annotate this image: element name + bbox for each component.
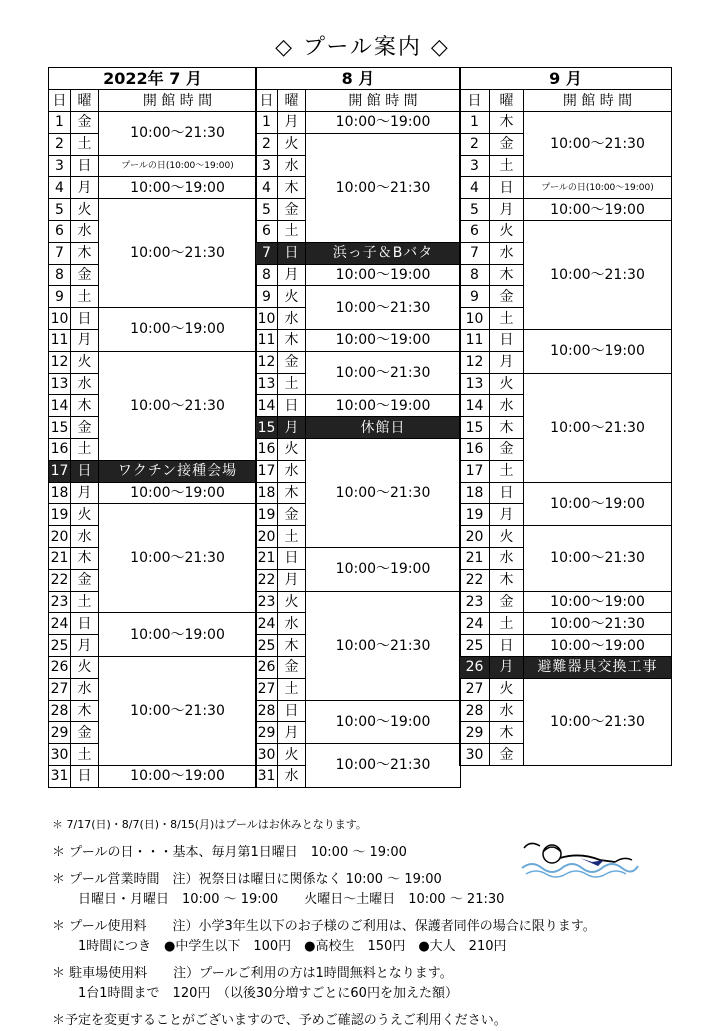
weekday-cell: 金 xyxy=(278,504,306,526)
weekday-cell: 火 xyxy=(490,678,524,700)
weekday-cell: 水 xyxy=(278,765,306,787)
hours-cell: 10:00〜19:00 xyxy=(524,635,672,657)
day-cell: 26 xyxy=(256,656,278,678)
day-cell: 10 xyxy=(49,308,71,330)
weekday-cell: 金 xyxy=(71,722,99,744)
month-label: 8 月 xyxy=(256,68,461,90)
day-cell: 7 xyxy=(460,242,490,264)
day-cell: 23 xyxy=(460,591,490,613)
hours-cell: 10:00〜21:30 xyxy=(524,373,672,482)
day-cell: 18 xyxy=(256,482,278,504)
header-weekday: 曜 xyxy=(490,90,524,112)
hours-cell: 10:00〜21:30 xyxy=(99,351,257,460)
day-cell: 11 xyxy=(49,329,71,351)
day-cell: 25 xyxy=(460,635,490,657)
header-weekday: 曜 xyxy=(278,90,306,112)
day-cell: 20 xyxy=(256,526,278,548)
day-cell: 15 xyxy=(460,417,490,439)
hours-cell: 10:00〜21:30 xyxy=(99,112,257,156)
day-cell: 6 xyxy=(460,220,490,242)
day-cell: 12 xyxy=(256,351,278,373)
weekday-cell: 月 xyxy=(278,722,306,744)
hours-cell: 10:00〜21:30 xyxy=(99,199,257,308)
day-cell: 18 xyxy=(460,482,490,504)
day-cell: 17 xyxy=(49,460,71,482)
day-cell: 13 xyxy=(256,373,278,395)
header-hours: 開 館 時 間 xyxy=(99,90,257,112)
hours-cell: 10:00〜19:00 xyxy=(99,613,257,657)
weekday-cell: 火 xyxy=(278,133,306,155)
weekday-cell: 土 xyxy=(278,526,306,548)
weekday-cell: 土 xyxy=(71,133,99,155)
weekday-cell: 月 xyxy=(278,264,306,286)
weekday-cell: 木 xyxy=(490,264,524,286)
day-cell: 10 xyxy=(460,308,490,330)
weekday-cell: 火 xyxy=(71,199,99,221)
weekday-cell: 金 xyxy=(278,199,306,221)
hours-cell: 10:00〜21:30 xyxy=(99,656,257,765)
day-cell: 16 xyxy=(460,438,490,460)
weekday-cell: 水 xyxy=(278,460,306,482)
weekday-cell: 金 xyxy=(490,744,524,766)
month-label: 2022年 7 月 xyxy=(49,68,257,90)
weekday-cell: 金 xyxy=(71,112,99,134)
day-cell: 3 xyxy=(49,155,71,177)
weekday-cell: 水 xyxy=(490,700,524,722)
hours-cell: 10:00〜19:00 xyxy=(306,700,461,744)
weekday-cell: 月 xyxy=(71,177,99,199)
day-cell: 22 xyxy=(49,569,71,591)
weekday-cell: 日 xyxy=(71,308,99,330)
weekday-cell: 水 xyxy=(71,526,99,548)
hours-cell: 10:00〜19:00 xyxy=(99,765,257,787)
day-cell: 9 xyxy=(49,286,71,308)
weekday-cell: 月 xyxy=(71,329,99,351)
hours-cell: 10:00〜21:30 xyxy=(524,678,672,765)
day-cell: 5 xyxy=(256,199,278,221)
weekday-cell: 火 xyxy=(278,591,306,613)
header-day: 日 xyxy=(49,90,71,112)
day-cell: 11 xyxy=(256,329,278,351)
day-cell: 23 xyxy=(256,591,278,613)
day-cell: 29 xyxy=(49,722,71,744)
hours-cell: 10:00〜19:00 xyxy=(524,199,672,221)
day-cell: 28 xyxy=(49,700,71,722)
hours-cell: 10:00〜19:00 xyxy=(306,112,461,134)
day-cell: 22 xyxy=(256,569,278,591)
day-cell: 2 xyxy=(49,133,71,155)
hours-cell: プールの日(10:00〜19:00) xyxy=(524,177,672,199)
weekday-cell: 土 xyxy=(278,220,306,242)
hours-cell: 10:00〜19:00 xyxy=(524,482,672,526)
weekday-cell: 火 xyxy=(278,744,306,766)
day-cell: 20 xyxy=(460,526,490,548)
weekday-cell: 日 xyxy=(278,547,306,569)
header-hours: 開 館 時 間 xyxy=(524,90,672,112)
hours-cell: 10:00〜21:30 xyxy=(524,613,672,635)
day-cell: 24 xyxy=(256,613,278,635)
weekday-cell: 水 xyxy=(278,308,306,330)
day-cell: 14 xyxy=(256,395,278,417)
day-cell: 2 xyxy=(256,133,278,155)
weekday-cell: 日 xyxy=(490,177,524,199)
hours-cell: 10:00〜21:30 xyxy=(306,438,461,547)
weekday-cell: 水 xyxy=(278,613,306,635)
day-cell: 6 xyxy=(256,220,278,242)
day-cell: 8 xyxy=(256,264,278,286)
weekday-cell: 火 xyxy=(490,220,524,242)
day-cell: 7 xyxy=(256,242,278,264)
day-cell: 21 xyxy=(460,547,490,569)
day-cell: 31 xyxy=(49,765,71,787)
august-table xyxy=(255,67,461,788)
day-cell: 12 xyxy=(460,351,490,373)
day-cell: 30 xyxy=(460,744,490,766)
weekday-cell: 月 xyxy=(490,656,524,678)
day-cell: 1 xyxy=(460,112,490,134)
weekday-cell: 日 xyxy=(278,700,306,722)
day-cell: 7 xyxy=(49,242,71,264)
weekday-cell: 木 xyxy=(71,700,99,722)
september-table xyxy=(459,67,672,787)
day-cell: 28 xyxy=(256,700,278,722)
weekday-cell: 木 xyxy=(278,177,306,199)
day-cell: 22 xyxy=(460,569,490,591)
weekday-cell: 金 xyxy=(278,656,306,678)
weekday-cell: 火 xyxy=(278,438,306,460)
weekday-cell: 月 xyxy=(71,482,99,504)
weekday-cell: 木 xyxy=(278,635,306,657)
weekday-cell: 木 xyxy=(490,417,524,439)
day-cell: 19 xyxy=(49,504,71,526)
day-cell: 20 xyxy=(49,526,71,548)
weekday-cell: 水 xyxy=(490,242,524,264)
day-cell: 29 xyxy=(256,722,278,744)
day-cell: 16 xyxy=(256,438,278,460)
hours-cell: 10:00〜19:00 xyxy=(306,329,461,351)
weekday-cell: 金 xyxy=(490,438,524,460)
weekday-cell: 金 xyxy=(71,417,99,439)
day-cell: 31 xyxy=(256,765,278,787)
hours-cell: 10:00〜19:00 xyxy=(524,591,672,613)
page-title: ◇ プール案内 ◇ xyxy=(275,35,450,60)
weekday-cell: 土 xyxy=(490,460,524,482)
weekday-cell: 土 xyxy=(71,591,99,613)
weekday-cell: 月 xyxy=(490,504,524,526)
day-cell: 13 xyxy=(49,373,71,395)
weekday-cell: 木 xyxy=(278,482,306,504)
day-cell: 1 xyxy=(49,112,71,134)
weekday-cell: 土 xyxy=(278,373,306,395)
weekday-cell: 火 xyxy=(490,373,524,395)
hours-cell: 10:00〜21:30 xyxy=(306,591,461,700)
weekday-cell: 日 xyxy=(490,329,524,351)
day-cell: 3 xyxy=(460,155,490,177)
day-cell: 15 xyxy=(49,417,71,439)
header-weekday: 曜 xyxy=(71,90,99,112)
day-cell: 5 xyxy=(460,199,490,221)
event-cell: 休館日 xyxy=(306,417,461,439)
day-cell: 9 xyxy=(460,286,490,308)
blank-cell xyxy=(460,765,672,786)
day-cell: 16 xyxy=(49,438,71,460)
hours-cell: 10:00〜21:30 xyxy=(306,351,461,395)
weekday-cell: 土 xyxy=(490,155,524,177)
weekday-cell: 日 xyxy=(71,155,99,177)
day-cell: 1 xyxy=(256,112,278,134)
day-cell: 18 xyxy=(49,482,71,504)
day-cell: 14 xyxy=(49,395,71,417)
swimmer-icon xyxy=(520,838,640,880)
hours-cell: 10:00〜19:00 xyxy=(524,329,672,373)
note-hours: ＊ プール営業時間 注）祝祭日は曜日に関係なく 10:00 〜 19:00 xyxy=(52,872,442,887)
day-cell: 28 xyxy=(460,700,490,722)
weekday-cell: 水 xyxy=(71,220,99,242)
event-cell: 避難器具交換工事 xyxy=(524,656,672,678)
hours-cell: 10:00〜21:30 xyxy=(306,133,461,242)
weekday-cell: 日 xyxy=(71,460,99,482)
hours-cell: 10:00〜19:00 xyxy=(99,482,257,504)
hours-cell: 10:00〜21:30 xyxy=(524,112,672,177)
day-cell: 19 xyxy=(256,504,278,526)
day-cell: 27 xyxy=(460,678,490,700)
day-cell: 17 xyxy=(256,460,278,482)
note-closed-days: ＊ 7/17(日)・8/7(日)・8/15(月)はプールはお休みとなります。 xyxy=(52,818,367,831)
hours-cell: 10:00〜19:00 xyxy=(99,177,257,199)
event-cell: ワクチン接種会場 xyxy=(99,460,257,482)
weekday-cell: 木 xyxy=(71,547,99,569)
day-cell: 4 xyxy=(49,177,71,199)
weekday-cell: 水 xyxy=(71,678,99,700)
day-cell: 17 xyxy=(460,460,490,482)
weekday-cell: 月 xyxy=(278,569,306,591)
event-cell: 浜っ子＆Bバタ xyxy=(306,242,461,264)
weekday-cell: 火 xyxy=(490,526,524,548)
day-cell: 26 xyxy=(460,656,490,678)
day-cell: 26 xyxy=(49,656,71,678)
weekday-cell: 水 xyxy=(490,547,524,569)
day-cell: 4 xyxy=(460,177,490,199)
day-cell: 13 xyxy=(460,373,490,395)
header-day: 日 xyxy=(460,90,490,112)
weekday-cell: 日 xyxy=(71,613,99,635)
weekday-cell: 土 xyxy=(278,678,306,700)
weekday-cell: 火 xyxy=(278,286,306,308)
weekday-cell: 金 xyxy=(490,133,524,155)
note-fees-detail: 1時間につき ●中学生以下 100円 ●高校生 150円 ●大人 210円 xyxy=(52,939,507,954)
weekday-cell: 金 xyxy=(71,264,99,286)
hours-cell: 10:00〜21:30 xyxy=(524,526,672,591)
weekday-cell: 日 xyxy=(278,242,306,264)
header-day: 日 xyxy=(256,90,278,112)
hours-cell: 10:00〜21:30 xyxy=(524,220,672,329)
weekday-cell: 金 xyxy=(71,569,99,591)
weekday-cell: 木 xyxy=(490,569,524,591)
day-cell: 30 xyxy=(256,744,278,766)
day-cell: 21 xyxy=(49,547,71,569)
weekday-cell: 水 xyxy=(71,373,99,395)
hours-cell: 10:00〜19:00 xyxy=(306,264,461,286)
day-cell: 25 xyxy=(256,635,278,657)
weekday-cell: 土 xyxy=(71,438,99,460)
weekday-cell: 金 xyxy=(490,591,524,613)
note-fees: ＊ プール使用料 注）小学3年生以下のお子様のご利用は、保護者同伴の場合に限ります。 xyxy=(52,919,596,934)
day-cell: 8 xyxy=(49,264,71,286)
hours-cell: 10:00〜19:00 xyxy=(99,308,257,352)
weekday-cell: 月 xyxy=(71,635,99,657)
day-cell: 27 xyxy=(49,678,71,700)
weekday-cell: 金 xyxy=(278,351,306,373)
weekday-cell: 火 xyxy=(71,504,99,526)
day-cell: 10 xyxy=(256,308,278,330)
day-cell: 6 xyxy=(49,220,71,242)
day-cell: 25 xyxy=(49,635,71,657)
note-parking-detail: 1台1時間まで 120円 （以後30分増すごとに60円を加えた額） xyxy=(52,986,458,1001)
weekday-cell: 火 xyxy=(71,351,99,373)
weekday-cell: 土 xyxy=(71,286,99,308)
day-cell: 23 xyxy=(49,591,71,613)
day-cell: 4 xyxy=(256,177,278,199)
weekday-cell: 火 xyxy=(71,656,99,678)
hours-cell: 10:00〜21:30 xyxy=(306,286,461,330)
day-cell: 5 xyxy=(49,199,71,221)
hours-cell: 10:00〜21:30 xyxy=(99,504,257,613)
month-label: 9 月 xyxy=(460,68,672,90)
weekday-cell: 月 xyxy=(278,112,306,134)
weekday-cell: 金 xyxy=(490,286,524,308)
weekday-cell: 土 xyxy=(71,744,99,766)
note-pool-day: ＊ プールの日・・・基本、毎月第1日曜日 10:00 〜 19:00 xyxy=(52,845,407,860)
day-cell: 19 xyxy=(460,504,490,526)
day-cell: 21 xyxy=(256,547,278,569)
weekday-cell: 日 xyxy=(278,395,306,417)
header-hours: 開 館 時 間 xyxy=(306,90,461,112)
weekday-cell: 月 xyxy=(278,417,306,439)
weekday-cell: 水 xyxy=(490,395,524,417)
weekday-cell: 日 xyxy=(490,635,524,657)
weekday-cell: 土 xyxy=(490,308,524,330)
weekday-cell: 木 xyxy=(71,242,99,264)
hours-cell: 10:00〜21:30 xyxy=(306,744,461,788)
weekday-cell: 木 xyxy=(71,395,99,417)
day-cell: 11 xyxy=(460,329,490,351)
day-cell: 2 xyxy=(460,133,490,155)
day-cell: 24 xyxy=(460,613,490,635)
hours-cell: プールの日(10:00〜19:00) xyxy=(99,155,257,177)
day-cell: 8 xyxy=(460,264,490,286)
weekday-cell: 日 xyxy=(71,765,99,787)
day-cell: 3 xyxy=(256,155,278,177)
weekday-cell: 日 xyxy=(490,482,524,504)
weekday-cell: 土 xyxy=(490,613,524,635)
day-cell: 30 xyxy=(49,744,71,766)
hours-cell: 10:00〜19:00 xyxy=(306,395,461,417)
weekday-cell: 月 xyxy=(490,199,524,221)
day-cell: 24 xyxy=(49,613,71,635)
weekday-cell: 木 xyxy=(490,722,524,744)
note-hours-detail: 日曜日・月曜日 10:00 〜 19:00 火曜日〜土曜日 10:00 〜 21:30 xyxy=(52,892,505,907)
weekday-cell: 木 xyxy=(490,112,524,134)
weekday-cell: 木 xyxy=(278,329,306,351)
weekday-cell: 月 xyxy=(490,351,524,373)
note-parking: ＊ 駐車場使用料 注）プールご利用の方は1時間無料となります。 xyxy=(52,966,453,981)
hours-cell: 10:00〜19:00 xyxy=(306,547,461,591)
day-cell: 14 xyxy=(460,395,490,417)
note-schedule-change: ＊予定を変更することがございますので、予めご確認のうえご利用ください。 xyxy=(52,1013,507,1028)
weekday-cell: 水 xyxy=(278,155,306,177)
july-table xyxy=(48,67,257,788)
day-cell: 12 xyxy=(49,351,71,373)
day-cell: 29 xyxy=(460,722,490,744)
day-cell: 9 xyxy=(256,286,278,308)
day-cell: 27 xyxy=(256,678,278,700)
day-cell: 15 xyxy=(256,417,278,439)
